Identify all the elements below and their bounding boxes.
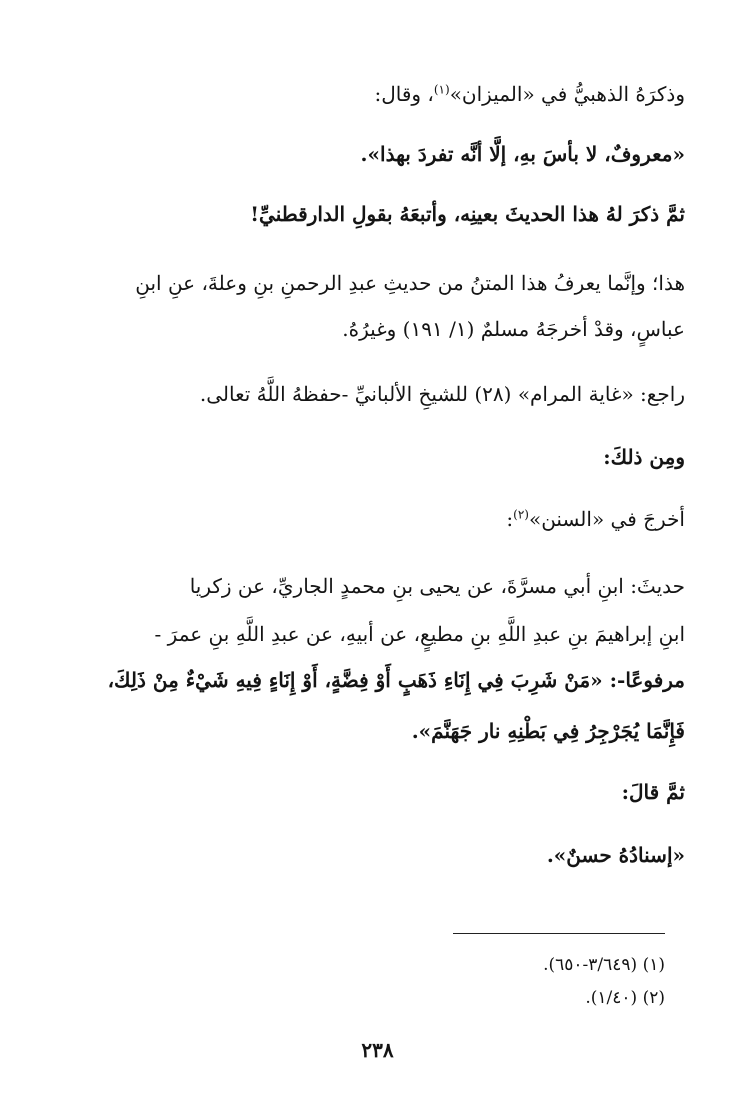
paragraph-then-said: ثمَّ قالَ: [621, 780, 685, 804]
paragraph-dhahabi-mention [65, 74, 685, 114]
footnote-2: (٢) (١/٤٠). [585, 988, 665, 1008]
section-heading: ومِن ذلكَ: [603, 445, 685, 469]
page-number: ٢٣٨ [361, 1038, 394, 1062]
paragraph-sunan [65, 499, 685, 539]
paragraph-matn-line-1: هذا؛ وإنَّما يعرفُ هذا المتنُ من حديثِ عبدِ الرحمنِ بنِ وعلةَ، عنِ ابنِ [135, 271, 685, 295]
quote-dhahabi: «معروفٌ، لا بأسَ بهِ، إلَّا أنَّه تفردَ بهذا». [360, 142, 685, 166]
paragraph-reference-albani: راجع: «غاية المرام» (٢٨) للشيخِ الألبانيِّ -حفظهُ اللَّهُ تعالى. [199, 382, 685, 406]
paragraph-text: أخرجَ في «السنن» [528, 507, 685, 531]
paragraph-matn-line-2: عباسٍ، وقدْ أخرجَهُ مسلمٌ (١/ ١٩١) وغيرُهُ. [342, 317, 685, 341]
footnote-ref-1: (١) [433, 82, 450, 97]
hadith-isnad-line-1: حديثَ: ابنِ أبي مسرَّةَ، عن يحيى بنِ محمدٍ الجاريِّ، عن زكريا [189, 574, 685, 598]
paragraph-text: ، وقال: [374, 82, 434, 106]
footnote-ref-2: (٢) [513, 507, 529, 522]
hadith-matn-line-1: مرفوعًا-: «مَنْ شَرِبَ فِي إِنَاءِ ذَهَبٍ أَوْ فِضَّةٍ، أَوْ إِنَاءٍ فِيهِ شَيْءٌ مِنْ ذَلِكَ، [107, 668, 685, 692]
paragraph-text: : [506, 507, 514, 531]
paragraph-daraqutni: ثمَّ ذكرَ لهُ هذا الحديثَ بعينِه، وأتبعَهُ بقولِ الدارقطنيِّ! [250, 202, 685, 226]
hadith-matn-line-2: فَإِنَّمَا يُجَرْجِرُ فِي بَطْنِهِ نار جَهَنَّمَ». [411, 719, 685, 743]
quote-isnad-hasan: «إسنادُهُ حسنٌ». [546, 843, 685, 867]
footnote-separator [453, 933, 665, 934]
paragraph-text: وذكرَهُ الذهبيُّ في «الميزان» [449, 82, 685, 106]
footnote-1: (١) (٣/٦٤٩-٦٥٠). [543, 955, 665, 975]
hadith-isnad-line-2: ابنِ إبراهيمَ بنِ عبدِ اللَّهِ بنِ مطيعٍ، عن أبيهِ، عن عبدِ اللَّهِ بنِ عمرَ - [154, 622, 685, 646]
